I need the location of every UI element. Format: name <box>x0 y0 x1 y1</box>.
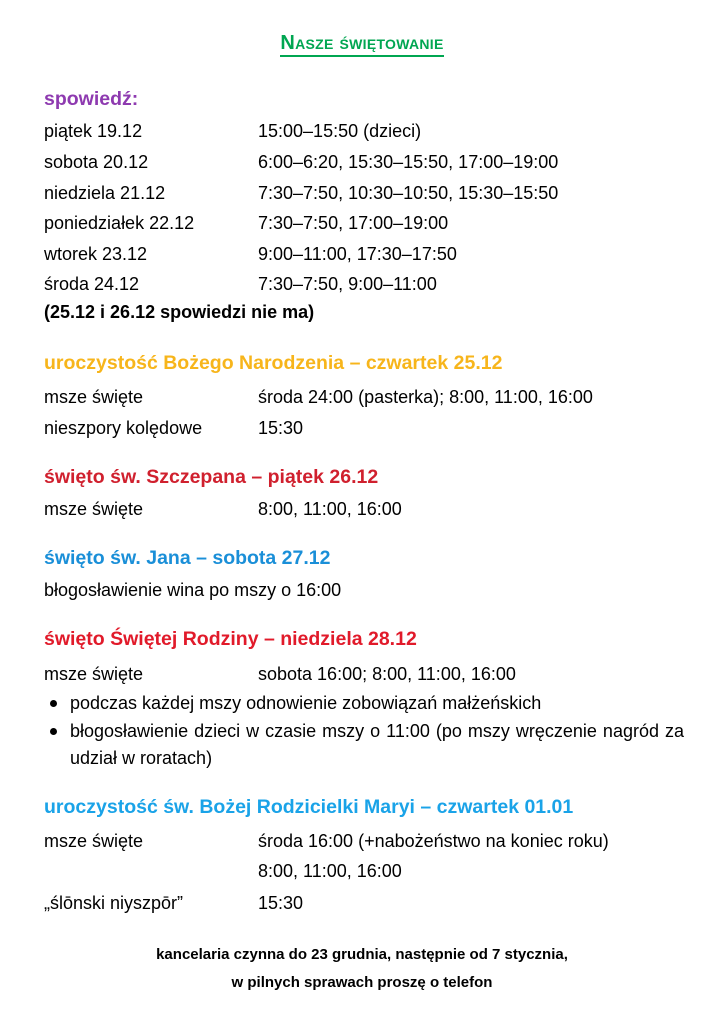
list-item <box>44 690 684 717</box>
spowiedz-day: piątek 19.12 <box>44 121 143 141</box>
mass-times: środa 24:00 (pasterka); 8:00, 11:00, 16:00 <box>258 387 593 407</box>
mass-times: 8:00, 11:00, 16:00 <box>258 499 402 519</box>
bullet-icon <box>50 728 57 735</box>
section-heading-bozego-narodzenia: uroczystość Bożego Narodzenia – czwartek 25.12 <box>44 352 503 374</box>
spowiedz-times: 6:00–6:20, 15:30–15:50, 17:00–19:00 <box>258 152 559 172</box>
mass-label: msze święte <box>44 499 144 519</box>
list-item-text: podczas każdej mszy odnowienie zobowiązań małżeńskich <box>70 693 542 713</box>
spowiedz-times: 15:00–15:50 (dzieci) <box>258 121 422 141</box>
section-heading-rodziny: święto Świętej Rodziny – niedziela 28.12 <box>44 628 417 650</box>
spowiedz-note: (25.12 i 26.12 spowiedzi nie ma) <box>44 302 315 322</box>
mass-times: 8:00, 11:00, 16:00 <box>258 861 402 881</box>
mass-label: msze święte <box>44 664 144 684</box>
spowiedz-day: środa 24.12 <box>44 274 140 294</box>
spowiedz-times: 9:00–11:00, 17:30–17:50 <box>258 244 457 264</box>
vespers-time: 15:30 <box>258 893 304 913</box>
section-heading-jana: święto św. Jana – sobota 27.12 <box>44 547 331 569</box>
mass-times: sobota 16:00; 8:00, 11:00, 16:00 <box>258 664 516 684</box>
spowiedz-day: niedziela 21.12 <box>44 183 166 203</box>
section-heading-szczepana: święto św. Szczepana – piątek 26.12 <box>44 466 379 488</box>
mass-label: msze święte <box>44 831 144 851</box>
list-item <box>44 718 684 772</box>
footer-line: w pilnych sprawach proszę o telefon <box>231 974 493 991</box>
mass-times: środa 16:00 (+nabożeństwo na koniec roku) <box>258 831 609 851</box>
spowiedz-day: sobota 20.12 <box>44 152 149 172</box>
vespers-label: „ślōnski niyszpōr” <box>44 893 184 913</box>
spowiedz-times: 7:30–7:50, 17:00–19:00 <box>258 213 449 233</box>
page-title-text: Nasze świętowanie <box>280 32 443 57</box>
page-title <box>0 32 724 55</box>
mass-label: msze święte <box>44 387 144 407</box>
jana-text: błogosławienie wina po mszy o 16:00 <box>44 580 342 600</box>
vespers-label: nieszpory kolędowe <box>44 418 203 438</box>
vespers-time: 15:30 <box>258 418 304 438</box>
spowiedz-day: poniedziałek 22.12 <box>44 213 195 233</box>
footer-line: kancelaria czynna do 23 grudnia, następnie od 7 stycznia, <box>156 946 568 963</box>
list-item-text: błogosławienie dzieci w czasie mszy o 11:00 (po mszy wręczenie nagród za udział w roratach) <box>70 721 684 768</box>
spowiedz-day: wtorek 23.12 <box>44 244 148 264</box>
spowiedz-times: 7:30–7:50, 9:00–11:00 <box>258 274 437 294</box>
section-heading-maryi: uroczystość św. Bożej Rodzicielki Maryi – czwartek 01.01 <box>44 796 574 818</box>
section-heading-spowiedz: spowiedź: <box>44 88 139 110</box>
bullet-icon <box>50 700 57 707</box>
spowiedz-times: 7:30–7:50, 10:30–10:50, 15:30–15:50 <box>258 183 559 203</box>
